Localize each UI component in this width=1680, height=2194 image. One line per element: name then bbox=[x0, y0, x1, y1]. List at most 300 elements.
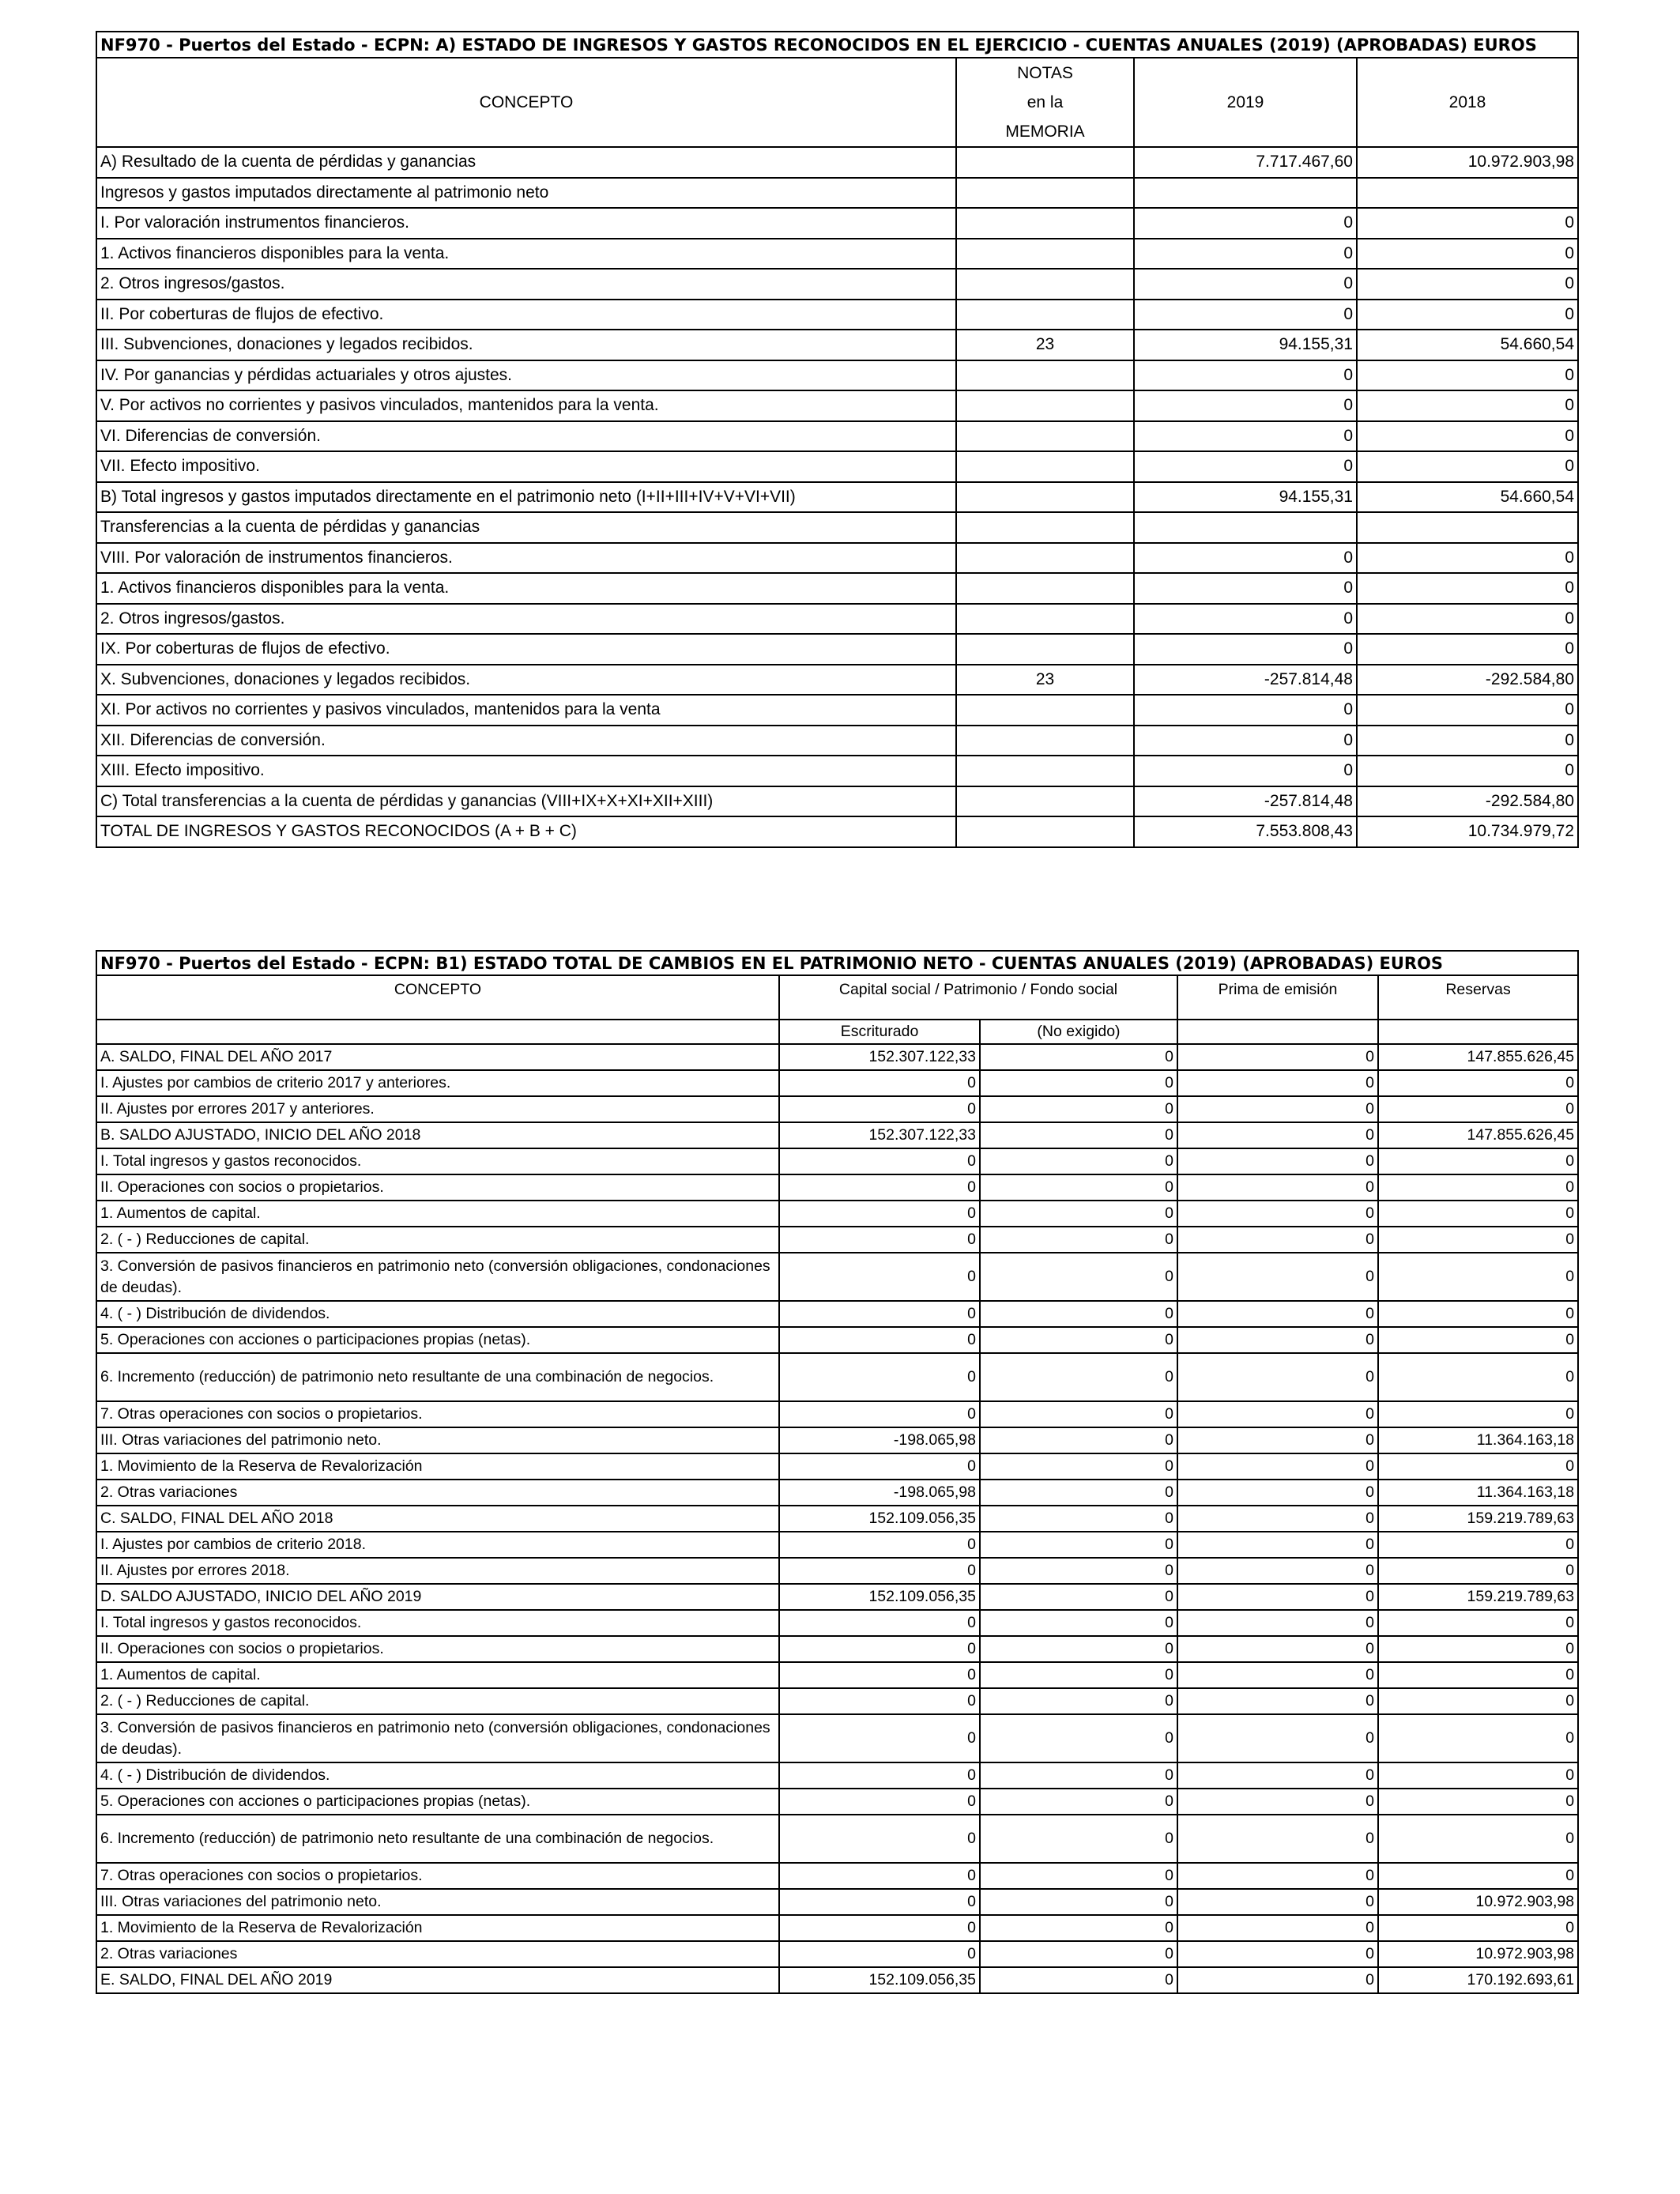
value-2019-cell: 0 bbox=[1134, 269, 1357, 300]
not-called-cell: 0 bbox=[980, 1070, 1177, 1096]
not-called-cell: 0 bbox=[980, 1610, 1177, 1636]
value-2018-cell: 0 bbox=[1357, 300, 1578, 330]
premium-cell: 0 bbox=[1177, 1584, 1378, 1610]
note-cell bbox=[956, 695, 1134, 726]
value-2019-cell: 0 bbox=[1134, 451, 1357, 482]
not-called-header: (No exigido) bbox=[980, 1020, 1177, 1044]
not-called-cell: 0 bbox=[980, 1815, 1177, 1863]
concept-cell: X. Subvenciones, donaciones y legados recibidos. bbox=[96, 665, 956, 696]
value-2018-cell: -292.584,80 bbox=[1357, 665, 1578, 696]
premium-cell: 0 bbox=[1177, 1201, 1378, 1227]
note-cell: 23 bbox=[956, 330, 1134, 360]
reserves-cell: 159.219.789,63 bbox=[1378, 1584, 1578, 1610]
table-row bbox=[96, 573, 1578, 604]
concept-cell: II. Operaciones con socios o propietarios. bbox=[96, 1636, 779, 1662]
note-cell bbox=[956, 573, 1134, 604]
value-2019-cell: 0 bbox=[1134, 695, 1357, 726]
concept-cell: IX. Por coberturas de flujos de efectivo. bbox=[96, 634, 956, 665]
note-cell bbox=[956, 512, 1134, 543]
not-called-cell: 0 bbox=[980, 1253, 1177, 1301]
reserves-cell: 0 bbox=[1378, 1662, 1578, 1688]
concept-cell: 1. Movimiento de la Reserva de Revalorización bbox=[96, 1453, 779, 1480]
concept-cell: XII. Diferencias de conversión. bbox=[96, 726, 956, 756]
table-row bbox=[96, 1941, 1578, 1967]
value-2019-cell: 0 bbox=[1134, 208, 1357, 239]
reserves-cell: 0 bbox=[1378, 1227, 1578, 1253]
value-2018-cell: 54.660,54 bbox=[1357, 482, 1578, 513]
value-2019-cell: 0 bbox=[1134, 239, 1357, 270]
reserves-cell: 11.364.163,18 bbox=[1378, 1427, 1578, 1453]
premium-cell: 0 bbox=[1177, 1506, 1378, 1532]
premium-subheader-blank bbox=[1177, 1020, 1378, 1044]
premium-cell: 0 bbox=[1177, 1815, 1378, 1863]
reserves-cell: 0 bbox=[1378, 1863, 1578, 1889]
concept-cell: Transferencias a la cuenta de pérdidas y ganancias bbox=[96, 512, 956, 543]
concept-cell: 7. Otras operaciones con socios o propietarios. bbox=[96, 1401, 779, 1427]
reserves-cell: 0 bbox=[1378, 1253, 1578, 1301]
table-row bbox=[96, 390, 1578, 421]
subscribed-cell: 0 bbox=[779, 1148, 980, 1174]
reserves-cell: 0 bbox=[1378, 1301, 1578, 1327]
note-cell bbox=[956, 421, 1134, 452]
premium-cell: 0 bbox=[1177, 1789, 1378, 1815]
premium-cell: 0 bbox=[1177, 1532, 1378, 1558]
subscribed-cell: 0 bbox=[779, 1889, 980, 1915]
note-cell bbox=[956, 360, 1134, 391]
note-cell bbox=[956, 786, 1134, 817]
concept-cell: 1. Activos financieros disponibles para la venta. bbox=[96, 239, 956, 270]
note-cell bbox=[956, 543, 1134, 574]
reserves-header: Reservas bbox=[1378, 975, 1578, 1020]
value-2019-cell: 0 bbox=[1134, 756, 1357, 786]
not-called-cell: 0 bbox=[980, 1714, 1177, 1762]
concept-cell: 2. Otras variaciones bbox=[96, 1480, 779, 1506]
premium-cell: 0 bbox=[1177, 1915, 1378, 1941]
table-row bbox=[96, 1301, 1578, 1327]
notes-header bbox=[956, 58, 1134, 147]
not-called-cell: 0 bbox=[980, 1636, 1177, 1662]
concept-cell: VII. Efecto impositivo. bbox=[96, 451, 956, 482]
subscribed-cell: 0 bbox=[779, 1915, 980, 1941]
concept-cell: IV. Por ganancias y pérdidas actuariales y otros ajustes. bbox=[96, 360, 956, 391]
table-row bbox=[96, 786, 1578, 817]
concept-cell: I. Total ingresos y gastos reconocidos. bbox=[96, 1610, 779, 1636]
subscribed-cell: 0 bbox=[779, 1327, 980, 1353]
table-row bbox=[96, 1096, 1578, 1122]
subscribed-cell: 152.109.056,35 bbox=[779, 1584, 980, 1610]
table-row bbox=[96, 1401, 1578, 1427]
concept-cell: II. Por coberturas de flujos de efectivo. bbox=[96, 300, 956, 330]
table-b-title: NF970 - Puertos del Estado - ECPN: B1) ESTADO TOTAL DE CAMBIOS EN EL PATRIMONIO NETO - CUENTAS ANUALES (2019) (APROBADAS) EUROS bbox=[96, 951, 1578, 975]
table-row bbox=[96, 816, 1578, 847]
concept-cell: 5. Operaciones con acciones o participaciones propias (netas). bbox=[96, 1327, 779, 1353]
value-2018-cell: -292.584,80 bbox=[1357, 786, 1578, 817]
value-2019-cell bbox=[1134, 178, 1357, 209]
reserves-cell: 0 bbox=[1378, 1201, 1578, 1227]
concept-cell: 3. Conversión de pasivos financieros en patrimonio neto (conversión obligaciones, condonaciones de deudas). bbox=[96, 1253, 779, 1301]
value-2018-cell bbox=[1357, 512, 1578, 543]
premium-cell: 0 bbox=[1177, 1688, 1378, 1714]
premium-cell: 0 bbox=[1177, 1227, 1378, 1253]
value-2019-cell: 94.155,31 bbox=[1134, 482, 1357, 513]
not-called-cell: 0 bbox=[980, 1174, 1177, 1201]
table-row bbox=[96, 1889, 1578, 1915]
concept-cell: E. SALDO, FINAL DEL AÑO 2019 bbox=[96, 1967, 779, 1993]
table-row bbox=[96, 634, 1578, 665]
subscribed-cell: 0 bbox=[779, 1353, 980, 1401]
not-called-cell: 0 bbox=[980, 1789, 1177, 1815]
not-called-cell: 0 bbox=[980, 1401, 1177, 1427]
concept-cell: II. Ajustes por errores 2018. bbox=[96, 1558, 779, 1584]
not-called-cell: 0 bbox=[980, 1889, 1177, 1915]
table-row bbox=[96, 1353, 1578, 1401]
table-row bbox=[96, 1789, 1578, 1815]
not-called-cell: 0 bbox=[980, 1353, 1177, 1401]
concept-cell: C) Total transferencias a la cuenta de pérdidas y ganancias (VIII+IX+X+XI+XII+XIII) bbox=[96, 786, 956, 817]
table-row bbox=[96, 512, 1578, 543]
concept-cell: II. Operaciones con socios o propietarios. bbox=[96, 1174, 779, 1201]
value-2019-cell: 0 bbox=[1134, 300, 1357, 330]
table-row bbox=[96, 695, 1578, 726]
table-row bbox=[96, 1253, 1578, 1301]
reserves-cell: 0 bbox=[1378, 1789, 1578, 1815]
value-2018-cell: 0 bbox=[1357, 269, 1578, 300]
income-expense-statement-table bbox=[96, 31, 1579, 848]
notes-header-line2: en la bbox=[1026, 93, 1064, 111]
table-row bbox=[96, 543, 1578, 574]
concept-cell: C. SALDO, FINAL DEL AÑO 2018 bbox=[96, 1506, 779, 1532]
value-2019-cell: -257.814,48 bbox=[1134, 665, 1357, 696]
value-2019-cell: 0 bbox=[1134, 543, 1357, 574]
subscribed-cell: 0 bbox=[779, 1636, 980, 1662]
table-row bbox=[96, 1506, 1578, 1532]
premium-cell: 0 bbox=[1177, 1662, 1378, 1688]
concept-cell: 1. Aumentos de capital. bbox=[96, 1201, 779, 1227]
table-row bbox=[96, 1915, 1578, 1941]
subscribed-cell: 0 bbox=[779, 1227, 980, 1253]
premium-cell: 0 bbox=[1177, 1327, 1378, 1353]
subscribed-cell: 0 bbox=[779, 1941, 980, 1967]
not-called-cell: 0 bbox=[980, 1506, 1177, 1532]
reserves-cell: 0 bbox=[1378, 1070, 1578, 1096]
concept-cell: III. Subvenciones, donaciones y legados recibidos. bbox=[96, 330, 956, 360]
premium-cell: 0 bbox=[1177, 1401, 1378, 1427]
concept-cell: III. Otras variaciones del patrimonio neto. bbox=[96, 1889, 779, 1915]
note-cell: 23 bbox=[956, 665, 1134, 696]
premium-header: Prima de emisión bbox=[1177, 975, 1378, 1020]
not-called-cell: 0 bbox=[980, 1480, 1177, 1506]
premium-cell: 0 bbox=[1177, 1480, 1378, 1506]
value-2019-cell: -257.814,48 bbox=[1134, 786, 1357, 817]
reserves-subheader-blank bbox=[1378, 1020, 1578, 1044]
value-2019-cell: 7.553.808,43 bbox=[1134, 816, 1357, 847]
subscribed-cell: 0 bbox=[779, 1070, 980, 1096]
concept-cell: VIII. Por valoración de instrumentos financieros. bbox=[96, 543, 956, 574]
premium-cell: 0 bbox=[1177, 1044, 1378, 1070]
table-row bbox=[96, 1070, 1578, 1096]
reserves-cell: 0 bbox=[1378, 1453, 1578, 1480]
table-row bbox=[96, 1427, 1578, 1453]
not-called-cell: 0 bbox=[980, 1301, 1177, 1327]
reserves-cell: 0 bbox=[1378, 1714, 1578, 1762]
concept-cell: 6. Incremento (reducción) de patrimonio neto resultante de una combinación de negocios. bbox=[96, 1353, 779, 1401]
value-2019-cell: 0 bbox=[1134, 360, 1357, 391]
reserves-cell: 0 bbox=[1378, 1762, 1578, 1789]
concept-subheader-blank bbox=[96, 1020, 779, 1044]
table-row bbox=[96, 482, 1578, 513]
value-2018-cell: 10.734.979,72 bbox=[1357, 816, 1578, 847]
note-cell bbox=[956, 816, 1134, 847]
table-row bbox=[96, 1558, 1578, 1584]
table-row bbox=[96, 1227, 1578, 1253]
reserves-cell: 0 bbox=[1378, 1401, 1578, 1427]
not-called-cell: 0 bbox=[980, 1148, 1177, 1174]
not-called-cell: 0 bbox=[980, 1122, 1177, 1148]
table-row bbox=[96, 1815, 1578, 1863]
subscribed-cell: 0 bbox=[779, 1558, 980, 1584]
value-2019-cell: 94.155,31 bbox=[1134, 330, 1357, 360]
concept-cell: I. Por valoración instrumentos financieros. bbox=[96, 208, 956, 239]
value-2018-cell: 0 bbox=[1357, 604, 1578, 635]
table-row bbox=[96, 208, 1578, 239]
subscribed-cell: 0 bbox=[779, 1688, 980, 1714]
reserves-cell: 147.855.626,45 bbox=[1378, 1044, 1578, 1070]
subscribed-cell: 0 bbox=[779, 1762, 980, 1789]
premium-cell: 0 bbox=[1177, 1558, 1378, 1584]
table-row bbox=[96, 1762, 1578, 1789]
note-cell bbox=[956, 451, 1134, 482]
table-row bbox=[96, 1863, 1578, 1889]
value-2018-cell: 0 bbox=[1357, 239, 1578, 270]
table-row bbox=[96, 178, 1578, 209]
not-called-cell: 0 bbox=[980, 1044, 1177, 1070]
reserves-cell: 147.855.626,45 bbox=[1378, 1122, 1578, 1148]
table-row bbox=[96, 451, 1578, 482]
reserves-cell: 11.364.163,18 bbox=[1378, 1480, 1578, 1506]
not-called-cell: 0 bbox=[980, 1584, 1177, 1610]
reserves-cell: 10.972.903,98 bbox=[1378, 1889, 1578, 1915]
concept-cell: I. Ajustes por cambios de criterio 2017 y anteriores. bbox=[96, 1070, 779, 1096]
subscribed-cell: 0 bbox=[779, 1532, 980, 1558]
value-2018-cell: 0 bbox=[1357, 451, 1578, 482]
subscribed-cell: 0 bbox=[779, 1096, 980, 1122]
table-row bbox=[96, 726, 1578, 756]
table-row bbox=[96, 1688, 1578, 1714]
table-row bbox=[96, 421, 1578, 452]
table-a-title: NF970 - Puertos del Estado - ECPN: A) ESTADO DE INGRESOS Y GASTOS RECONOCIDOS EN EL EJERCICIO - CUENTAS ANUALES (2019) (APROBADAS) EUROS bbox=[96, 32, 1578, 58]
concept-cell: V. Por activos no corrientes y pasivos vinculados, mantenidos para la venta. bbox=[96, 390, 956, 421]
note-cell bbox=[956, 147, 1134, 178]
concept-cell: B. SALDO AJUSTADO, INICIO DEL AÑO 2018 bbox=[96, 1122, 779, 1148]
premium-cell: 0 bbox=[1177, 1610, 1378, 1636]
value-2018-cell: 0 bbox=[1357, 695, 1578, 726]
table-row bbox=[96, 1327, 1578, 1353]
value-2018-cell: 0 bbox=[1357, 726, 1578, 756]
premium-cell: 0 bbox=[1177, 1427, 1378, 1453]
subscribed-cell: 152.109.056,35 bbox=[779, 1506, 980, 1532]
table-row bbox=[96, 1453, 1578, 1480]
not-called-cell: 0 bbox=[980, 1227, 1177, 1253]
reserves-cell: 170.192.693,61 bbox=[1378, 1967, 1578, 1993]
concept-cell: 4. ( - ) Distribución de dividendos. bbox=[96, 1301, 779, 1327]
note-cell bbox=[956, 300, 1134, 330]
table-row bbox=[96, 330, 1578, 360]
reserves-cell: 10.972.903,98 bbox=[1378, 1941, 1578, 1967]
reserves-cell: 0 bbox=[1378, 1636, 1578, 1662]
reserves-cell: 0 bbox=[1378, 1815, 1578, 1863]
year-2018-header: 2018 bbox=[1357, 58, 1578, 147]
subscribed-cell: 152.307.122,33 bbox=[779, 1122, 980, 1148]
subscribed-cell: 152.307.122,33 bbox=[779, 1044, 980, 1070]
value-2018-cell bbox=[1357, 178, 1578, 209]
subscribed-cell: 0 bbox=[779, 1301, 980, 1327]
table-row bbox=[96, 269, 1578, 300]
premium-cell: 0 bbox=[1177, 1122, 1378, 1148]
value-2018-cell: 0 bbox=[1357, 390, 1578, 421]
not-called-cell: 0 bbox=[980, 1532, 1177, 1558]
subscribed-header: Escriturado bbox=[779, 1020, 980, 1044]
premium-cell: 0 bbox=[1177, 1863, 1378, 1889]
note-cell bbox=[956, 208, 1134, 239]
value-2019-cell: 0 bbox=[1134, 390, 1357, 421]
notes-header-line3: MEMORIA bbox=[1005, 123, 1085, 141]
subscribed-cell: 0 bbox=[779, 1714, 980, 1762]
table-row bbox=[96, 665, 1578, 696]
concept-cell: I. Total ingresos y gastos reconocidos. bbox=[96, 1148, 779, 1174]
not-called-cell: 0 bbox=[980, 1201, 1177, 1227]
premium-cell: 0 bbox=[1177, 1714, 1378, 1762]
premium-cell: 0 bbox=[1177, 1253, 1378, 1301]
subscribed-cell: 0 bbox=[779, 1174, 980, 1201]
note-cell bbox=[956, 269, 1134, 300]
not-called-cell: 0 bbox=[980, 1453, 1177, 1480]
reserves-cell: 159.219.789,63 bbox=[1378, 1506, 1578, 1532]
subscribed-cell: 0 bbox=[779, 1401, 980, 1427]
not-called-cell: 0 bbox=[980, 1096, 1177, 1122]
subscribed-cell: 0 bbox=[779, 1815, 980, 1863]
value-2018-cell: 10.972.903,98 bbox=[1357, 147, 1578, 178]
concept-cell: D. SALDO AJUSTADO, INICIO DEL AÑO 2019 bbox=[96, 1584, 779, 1610]
value-2018-cell: 0 bbox=[1357, 756, 1578, 786]
reserves-cell: 0 bbox=[1378, 1915, 1578, 1941]
concept-cell: XI. Por activos no corrientes y pasivos vinculados, mantenidos para la venta bbox=[96, 695, 956, 726]
subscribed-cell: 0 bbox=[779, 1253, 980, 1301]
note-cell bbox=[956, 239, 1134, 270]
reserves-cell: 0 bbox=[1378, 1353, 1578, 1401]
concept-cell: I. Ajustes por cambios de criterio 2018. bbox=[96, 1532, 779, 1558]
not-called-cell: 0 bbox=[980, 1915, 1177, 1941]
concept-cell: 2. Otras variaciones bbox=[96, 1941, 779, 1967]
value-2018-cell: 0 bbox=[1357, 208, 1578, 239]
table-row bbox=[96, 1532, 1578, 1558]
subscribed-cell: 0 bbox=[779, 1610, 980, 1636]
concept-cell: A. SALDO, FINAL DEL AÑO 2017 bbox=[96, 1044, 779, 1070]
concept-cell: 6. Incremento (reducción) de patrimonio neto resultante de una combinación de negocios. bbox=[96, 1815, 779, 1863]
table-row bbox=[96, 1610, 1578, 1636]
concept-header: CONCEPTO bbox=[96, 975, 779, 1020]
table-row bbox=[96, 1636, 1578, 1662]
concept-cell: 2. ( - ) Reducciones de capital. bbox=[96, 1688, 779, 1714]
premium-cell: 0 bbox=[1177, 1301, 1378, 1327]
value-2018-cell: 0 bbox=[1357, 573, 1578, 604]
concept-cell: III. Otras variaciones del patrimonio neto. bbox=[96, 1427, 779, 1453]
reserves-cell: 0 bbox=[1378, 1327, 1578, 1353]
value-2018-cell: 0 bbox=[1357, 360, 1578, 391]
note-cell bbox=[956, 390, 1134, 421]
concept-cell: A) Resultado de la cuenta de pérdidas y ganancias bbox=[96, 147, 956, 178]
concept-cell: 1. Activos financieros disponibles para la venta. bbox=[96, 573, 956, 604]
not-called-cell: 0 bbox=[980, 1762, 1177, 1789]
subscribed-cell: 0 bbox=[779, 1662, 980, 1688]
value-2019-cell bbox=[1134, 512, 1357, 543]
premium-cell: 0 bbox=[1177, 1762, 1378, 1789]
reserves-cell: 0 bbox=[1378, 1558, 1578, 1584]
note-cell bbox=[956, 634, 1134, 665]
note-cell bbox=[956, 604, 1134, 635]
concept-cell: 1. Aumentos de capital. bbox=[96, 1662, 779, 1688]
table-row bbox=[96, 1714, 1578, 1762]
premium-cell: 0 bbox=[1177, 1174, 1378, 1201]
concept-cell: 7. Otras operaciones con socios o propietarios. bbox=[96, 1863, 779, 1889]
reserves-cell: 0 bbox=[1378, 1532, 1578, 1558]
table-row bbox=[96, 1662, 1578, 1688]
value-2019-cell: 0 bbox=[1134, 573, 1357, 604]
not-called-cell: 0 bbox=[980, 1688, 1177, 1714]
note-cell bbox=[956, 178, 1134, 209]
premium-cell: 0 bbox=[1177, 1070, 1378, 1096]
table-row bbox=[96, 1480, 1578, 1506]
table-row bbox=[96, 147, 1578, 178]
premium-cell: 0 bbox=[1177, 1453, 1378, 1480]
value-2019-cell: 7.717.467,60 bbox=[1134, 147, 1357, 178]
subscribed-cell: 0 bbox=[779, 1453, 980, 1480]
table-row bbox=[96, 239, 1578, 270]
capital-header: Capital social / Patrimonio / Fondo social bbox=[779, 975, 1177, 1020]
concept-cell: 5. Operaciones con acciones o participaciones propias (netas). bbox=[96, 1789, 779, 1815]
premium-cell: 0 bbox=[1177, 1636, 1378, 1662]
subscribed-cell: 152.109.056,35 bbox=[779, 1967, 980, 1993]
concept-cell: VI. Diferencias de conversión. bbox=[96, 421, 956, 452]
year-2019-header: 2019 bbox=[1134, 58, 1357, 147]
table-row bbox=[96, 1174, 1578, 1201]
concept-cell: 2. Otros ingresos/gastos. bbox=[96, 269, 956, 300]
concept-cell: 3. Conversión de pasivos financieros en patrimonio neto (conversión obligaciones, condonaciones de deudas). bbox=[96, 1714, 779, 1762]
premium-cell: 0 bbox=[1177, 1096, 1378, 1122]
premium-cell: 0 bbox=[1177, 1967, 1378, 1993]
not-called-cell: 0 bbox=[980, 1863, 1177, 1889]
concept-cell: Ingresos y gastos imputados directamente al patrimonio neto bbox=[96, 178, 956, 209]
table-row bbox=[96, 1584, 1578, 1610]
notes-header-line1: NOTAS bbox=[1017, 64, 1073, 82]
value-2018-cell: 0 bbox=[1357, 421, 1578, 452]
value-2018-cell: 0 bbox=[1357, 634, 1578, 665]
note-cell bbox=[956, 756, 1134, 786]
concept-header: CONCEPTO bbox=[96, 58, 956, 147]
reserves-cell: 0 bbox=[1378, 1174, 1578, 1201]
concept-cell: II. Ajustes por errores 2017 y anteriores. bbox=[96, 1096, 779, 1122]
not-called-cell: 0 bbox=[980, 1327, 1177, 1353]
table-row bbox=[96, 1967, 1578, 1993]
value-2019-cell: 0 bbox=[1134, 604, 1357, 635]
table-row bbox=[96, 1044, 1578, 1070]
not-called-cell: 0 bbox=[980, 1558, 1177, 1584]
note-cell bbox=[956, 482, 1134, 513]
not-called-cell: 0 bbox=[980, 1662, 1177, 1688]
equity-changes-statement-table bbox=[96, 950, 1579, 1994]
concept-cell: 4. ( - ) Distribución de dividendos. bbox=[96, 1762, 779, 1789]
value-2019-cell: 0 bbox=[1134, 634, 1357, 665]
premium-cell: 0 bbox=[1177, 1148, 1378, 1174]
